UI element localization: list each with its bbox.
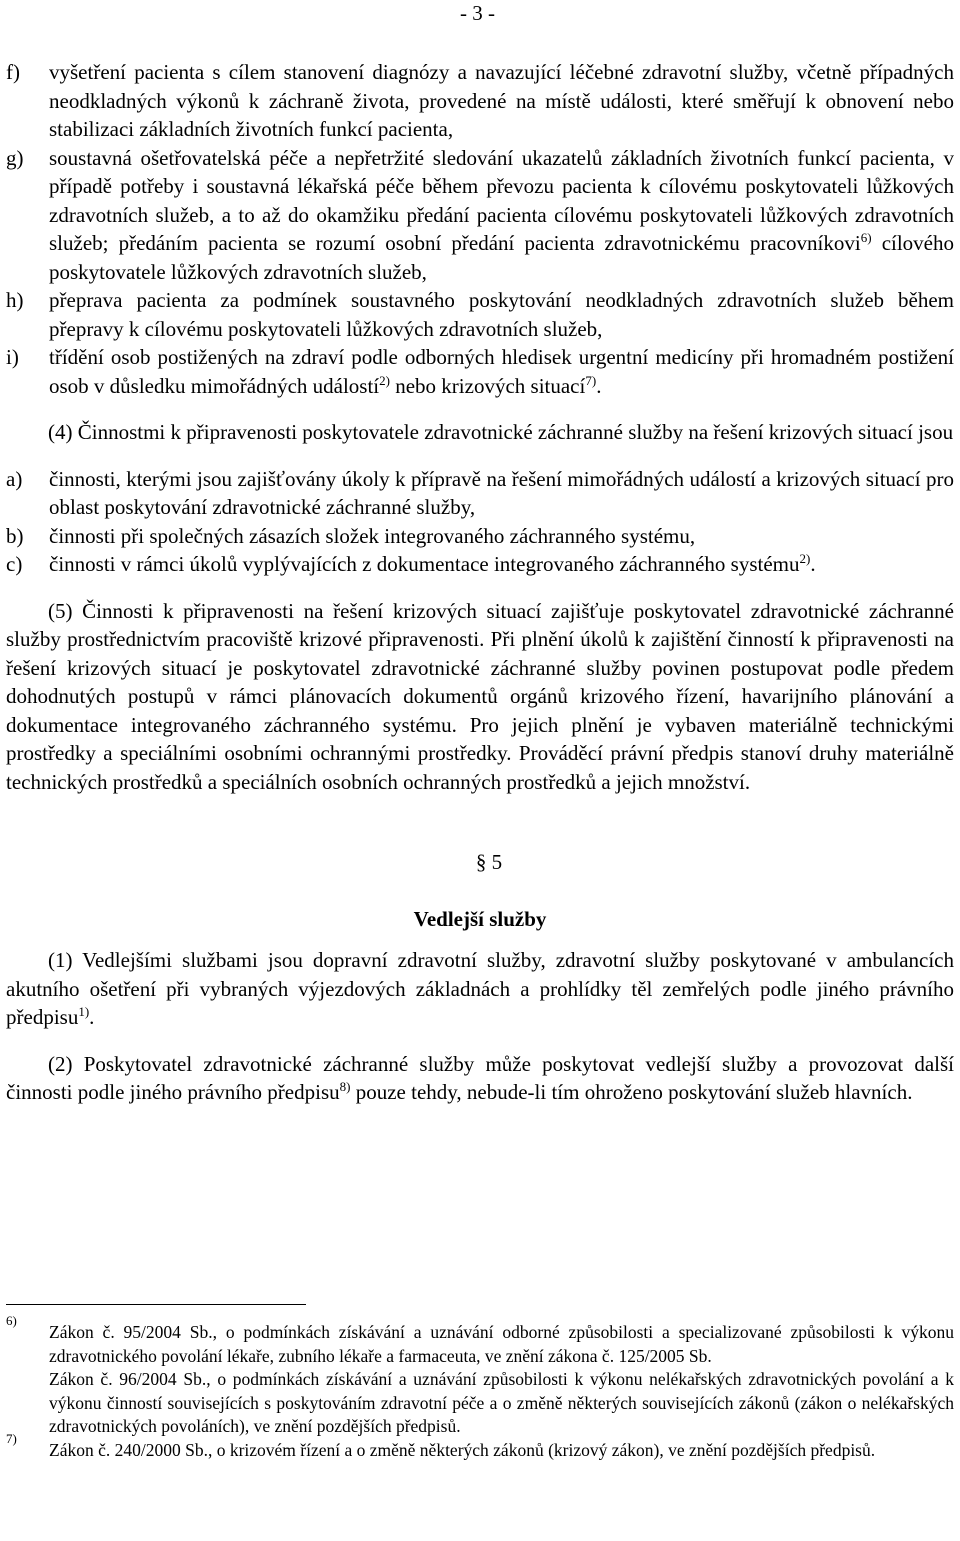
list-item-text: činnosti v rámci úkolů vyplývajících z dokumentace integrovaného záchranného systému — [49, 552, 800, 576]
paragraph-4: (4) Činnostmi k připravenosti poskytovatele zdravotnické záchranné služby na řešení krizových situací jsou — [48, 420, 954, 444]
footnote-ref: 8) — [339, 1079, 351, 1094]
page-number: - 3 - — [460, 1, 495, 25]
list-item-h — [6, 286, 954, 343]
footnote-ref: 1) — [78, 1004, 90, 1019]
list-item-text: třídění osob postižených na zdraví podle odborných hledisek urgentní medicíny při hromadném postižení osob v důsledku mimořádných událostí — [49, 345, 954, 398]
footnote-text: Zákon č. 96/2004 Sb., o podmínkách získávání a uznávání způsobilosti k výkonu nelékařských zdravotnických povolání a k výkonu činností souvisejících s poskytováním zdravotní péče a o změně některých souvisejících zákonů (zákon o nelékařských zdravotnických povoláních), ve znění pozdějších předpisů. — [49, 1369, 954, 1436]
list-marker: i) — [6, 345, 19, 369]
list-item-text: činnosti při společných zásazích složek integrovaného záchranného systému, — [49, 523, 696, 548]
list-item-text: přeprava pacienta za podmínek soustavného poskytování neodkladných zdravotních služeb během přepravy k cílovému poskytovateli lůžkových zdravotních služeb, — [49, 288, 954, 341]
paragraph-text-cont: pouze tehdy, nebude-li tím ohroženo poskytování služeb hlavních. — [350, 1080, 913, 1104]
list-item-a — [6, 465, 954, 522]
list-item-text-cont: nebo krizových situací — [389, 373, 586, 398]
list-item-text: soustavná ošetřovatelská péče a nepřetržité sledování ukazatelů základních životních funkcí pacienta, v případě potřeby i soustavná lékařská péče během převozu pacienta k cílovému poskytovateli lůžkových zdravotních služeb, a to až do okamžiku předání pacienta cílovému poskytovateli lůžkových zdravotních služeb; předáním pacienta se rozumí osobní předání pacienta zdravotnickému pracovníkovi — [49, 145, 954, 255]
list-item-b — [6, 522, 954, 551]
footnote-marker: 6) — [6, 1313, 17, 1328]
paragraph-text-cont: . — [89, 1005, 95, 1029]
paragraph-5: (5) Činnosti k připravenosti na řešení krizových situací zajišťuje poskytovatel zdravotnické záchranné služby prostřednictvím pracoviště krizové připravenosti. Při plnění úkolů k zajištění činností k připravenosti na řešení krizových situací je poskytovatel zdravotnické záchranné služby povinen postupovat podle předem dohodnutých postupů v rámci plánovacích dokumentů orgánů krizového řízení, havarijního plánování a dokumentace integrovaného záchranného systému. Pro jejich plnění je vybaven materiálně technickými prostředky a speciálními osobními ochrannými prostředky. Prováděcí právní předpis stanoví druhy materiálně technických prostředků a speciálních osobních ochranných prostředků a jejich množství. — [6, 598, 954, 794]
footnote-text: Zákon č. 95/2004 Sb., o podmínkách získávání a uznávání odborné způsobilosti a specializované způsobilosti k výkonu zdravotnického povolání lékaře, zubního lékaře a farmaceuta, ve znění zákona č. 125/2005 Sb. — [49, 1322, 954, 1366]
list-item-text: činnosti, kterými jsou zajišťovány úkoly k přípravě na řešení mimořádných událostí a krizových situací pro oblast poskytování zdravotnické záchranné služby, — [49, 466, 954, 519]
footnotes — [6, 1313, 954, 1462]
footnote-ref: 6) — [860, 230, 872, 245]
paragraph-text: (2) Poskytovatel zdravotnické záchranné služby může poskytovat vedlejší služby a provozovat další činnosti podle jiného právního předpisu — [6, 1051, 954, 1104]
section-paragraph-1 — [6, 946, 954, 1032]
document-body — [6, 58, 954, 1107]
list-marker: g) — [6, 145, 24, 170]
list-item-c — [6, 550, 954, 579]
paragraph-text: (1) Vedlejšími službami jsou dopravní zdravotní služby, zdravotní služby poskytované v ambulancích akutního ošetření při vybraných výjezdových základnách a prohlídky těl zemřelých podle jiného právního předpisu — [6, 948, 954, 1029]
list-marker: f) — [6, 60, 20, 84]
footnote-6 — [6, 1313, 954, 1439]
list-item-i — [6, 343, 954, 400]
footnote-ref: 2) — [379, 372, 390, 388]
section-number: § 5 — [475, 850, 503, 874]
list-item-text-cont: . — [810, 552, 816, 576]
list-item-text: vyšetření pacienta s cílem stanovení diagnózy a navazující léčebné zdravotní služby, včetně případných neodkladných výkonů k záchraně života, provedené na místě události, které směřují k obnovení nebo stabilizaci základních životních funkcí pacienta, — [49, 60, 954, 141]
list-marker: c) — [6, 552, 23, 576]
list-item-g — [6, 144, 954, 287]
section-title: Vedlejší služby — [413, 906, 547, 931]
footnote-text: Zákon č. 240/2000 Sb., o krizovém řízení a o změně některých zákonů (krizový zákon), ve znění pozdějších předpisů. — [49, 1439, 876, 1460]
list-marker: b) — [6, 523, 24, 548]
footnote-ref: 2) — [799, 551, 811, 566]
footnote-ref: 7) — [585, 372, 597, 388]
footnote-marker: 7) — [6, 1430, 17, 1446]
list-marker: h) — [6, 288, 24, 312]
footnote-separator — [6, 1304, 306, 1305]
list-item-text-end: . — [596, 373, 602, 398]
list-item-f — [6, 58, 954, 144]
footnote-7 — [6, 1430, 954, 1463]
section-paragraph-2 — [6, 1050, 954, 1107]
list-item-text-cont: cílového poskytovatele lůžkových zdravotních služeb, — [49, 231, 954, 284]
list-marker: a) — [6, 466, 23, 491]
